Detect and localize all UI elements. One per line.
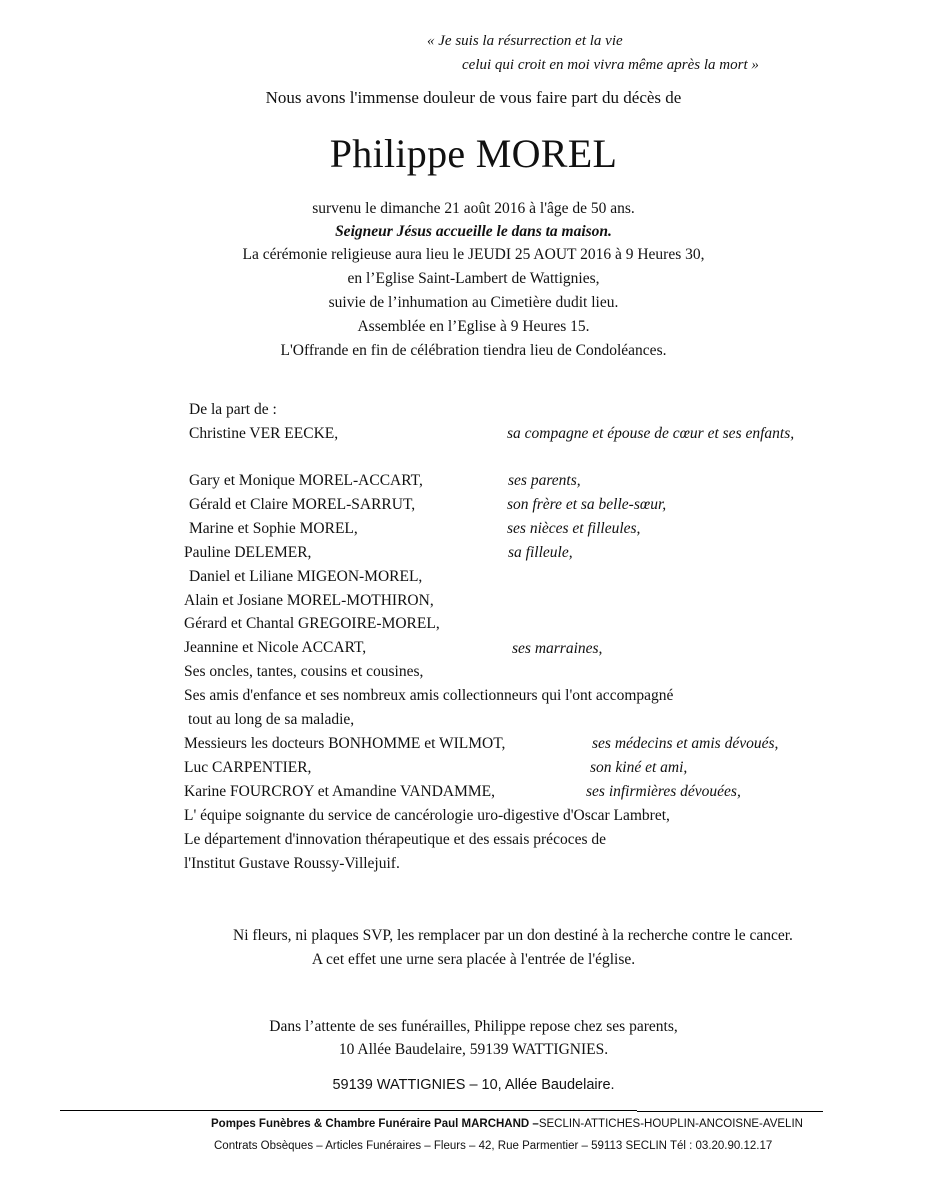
family-relation: ses nièces et filleules,: [507, 520, 641, 537]
family-name: Le département d'innovation thérapeutique et des essais précoces de: [184, 831, 606, 848]
family-name: L' équipe soignante du service de cancérologie uro-digestive d'Oscar Lambret,: [184, 807, 670, 824]
rest-notice: Dans l’attente de ses funérailles, Philippe repose chez ses parents,: [269, 1018, 678, 1035]
detail-line-death: survenu le dimanche 21 août 2016 à l'âge de 50 ans.: [312, 200, 635, 217]
family-name: Pauline DELEMER,: [184, 544, 312, 561]
detail-line-offering: L'Offrande en fin de célébration tiendra lieu de Condoléances.: [280, 342, 667, 359]
detail-line-assembly: Assemblée en l’Eglise à 9 Heures 15.: [357, 318, 590, 335]
detail-line-church: en l’Eglise Saint-Lambert de Wattignies,: [347, 270, 600, 287]
family-name: Gérald et Claire MOREL-SARRUT,: [189, 496, 416, 513]
family-relation: ses parents,: [508, 472, 581, 489]
funeral-home-name: Pompes Funèbres & Chambre Funéraire Paul MARCHAND –: [211, 1118, 539, 1130]
intro-text: Nous avons l'immense douleur de vous faire part du décès de: [265, 88, 682, 107]
flowers-notice: Ni fleurs, ni plaques SVP, les remplacer par un don destiné à la recherche contre le cancer.: [233, 927, 793, 944]
family-relation: son frère et sa belle-sœur,: [507, 496, 667, 513]
footer-divider-right: [637, 1111, 823, 1112]
family-name: Jeannine et Nicole ACCART,: [184, 639, 367, 656]
address-line: 59139 WATTIGNIES – 10, Allée Baudelaire.: [332, 1077, 615, 1093]
family-name: Gérard et Chantal GREGOIRE-MOREL,: [184, 615, 440, 632]
quote-line-1: « Je suis la résurrection et la vie: [427, 33, 623, 49]
detail-line-burial: suivie de l’inhumation au Cimetière dudit lieu.: [328, 294, 619, 311]
rest-address: 10 Allée Baudelaire, 59139 WATTIGNIES.: [338, 1041, 609, 1058]
detail-line-ceremony: La cérémonie religieuse aura lieu le JEUDI 25 AOUT 2016 à 9 Heures 30,: [242, 246, 705, 263]
family-name: Ses amis d'enfance et ses nombreux amis collectionneurs qui l'ont accompagné: [184, 687, 674, 704]
family-name: Ses oncles, tantes, cousins et cousines,: [184, 663, 424, 680]
family-name: Luc CARPENTIER,: [184, 759, 312, 776]
family-name: Alain et Josiane MOREL-MOTHIRON,: [184, 592, 434, 609]
funeral-home-services: Contrats Obsèques – Articles Funéraires – Fleurs – 42, Rue Parmentier – 59113 SECLIN Tél : 03.20.90.12.17: [214, 1140, 773, 1152]
family-relation: sa compagne et épouse de cœur et ses enfants,: [507, 425, 795, 442]
family-name: Karine FOURCROY et Amandine VANDAMME,: [184, 783, 495, 800]
urn-notice: A cet effet une urne sera placée à l'entrée de l'église.: [311, 951, 636, 968]
family-name: l'Institut Gustave Roussy-Villejuif.: [184, 855, 400, 872]
family-name: Gary et Monique MOREL-ACCART,: [189, 472, 423, 489]
quote-line-2: celui qui croit en moi vivra même après la mort »: [462, 57, 759, 73]
deceased-name: Philippe MOREL: [329, 131, 618, 176]
family-name: Messieurs les docteurs BONHOMME et WILMOT,: [184, 735, 506, 752]
family-name: Christine VER EECKE,: [189, 425, 339, 442]
family-relation: ses marraines,: [512, 640, 603, 657]
family-name: Daniel et Liliane MIGEON-MOREL,: [189, 568, 423, 585]
footer-divider-left: [60, 1110, 637, 1111]
funeral-home-locations: SECLIN-ATTICHES-HOUPLIN-ANCOISNE-AVELIN: [538, 1118, 803, 1130]
funeral-home-line: [211, 1118, 803, 1130]
family-relation: son kiné et ami,: [590, 759, 688, 776]
detail-line-prayer: Seigneur Jésus accueille le dans ta maison.: [335, 223, 612, 240]
family-relation: sa filleule,: [508, 544, 573, 561]
family-relation: ses médecins et amis dévoués,: [592, 735, 779, 752]
family-name: tout au long de sa maladie,: [188, 711, 355, 728]
family-intro: De la part de :: [189, 401, 277, 418]
family-relation: ses infirmières dévouées,: [586, 783, 741, 800]
family-name: Marine et Sophie MOREL,: [189, 520, 358, 537]
